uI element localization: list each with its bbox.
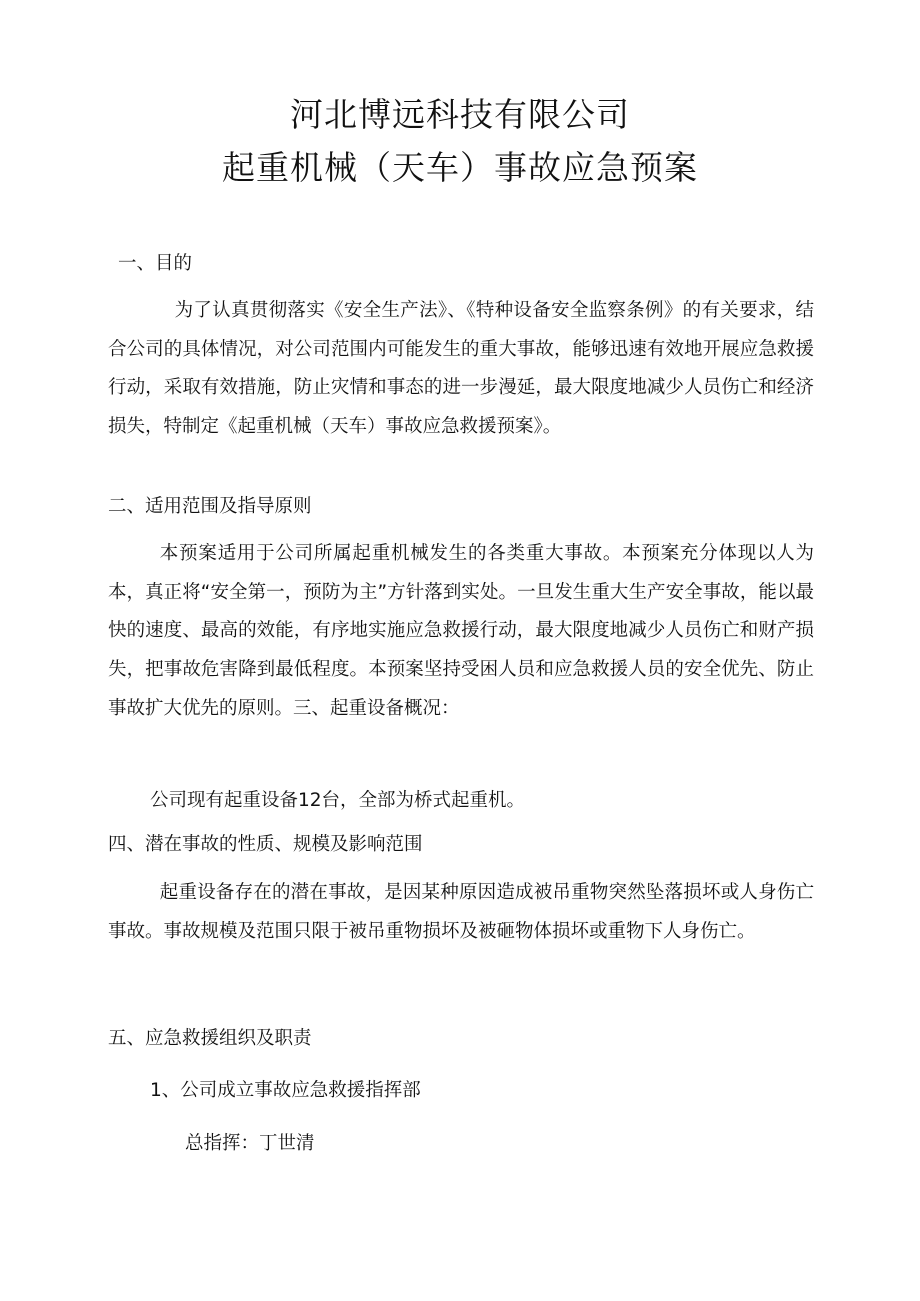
section-4-heading: 四、潜在事故的性质、规模及影响范围 [108,834,423,855]
company-name: 河北博远科技有限公司 [290,95,630,134]
section-5-item-1: 1、公司成立事故应急救援指挥部 [150,1080,421,1101]
section-1-paragraph: 为了认真贯彻落实《安全生产法》、《特种设备安全监察条例》的有关要求，结合公司的具体情况，对公司范围内可能发生的重大事故，能够迅速有效地开展应急救援行动，采取有效措施，防止灾情和事态的进一步漫延，最大限度地减少人员伤亡和经济损失，特制定《起重机械（天车）事故应急救援预案》。 [108,300,814,438]
section-4-paragraph: 起重设备存在的潜在事故，是因某种原因造成被吊重物突然坠落损坏或人身伤亡事故。事故规模及范围只限于被吊重物损坏及被砸物体损坏或重物下人身伤亡。 [108,882,814,942]
equipment-overview-line: 公司现有起重设备12台，全部为桥式起重机。 [150,790,526,811]
section-5-heading: 五、应急救援组织及职责 [108,1028,312,1049]
section-2-paragraph: 本预案适用于公司所属起重机械发生的各类重大事故。本预案充分体现以人为本，真正将“安全第一，预防为主”方针落到实处。一旦发生重大生产安全事故，能以最快的速度、最高的效能，有序地实施应急救援行动，最大限度地减少人员伤亡和财产损失，把事故危害降到最低程度。本预案坚持受困人员和应急救援人员的安全优先、防止事故扩大优先的原则。三、起重设备概况： [108,543,814,719]
section-1-heading: 一、目的 [118,253,193,274]
section-2-heading: 二、适用范围及指导原则 [108,496,312,517]
commander-line: 总指挥：丁世清 [185,1133,315,1154]
document-title: 起重机械（天车）事故应急预案 [222,148,698,187]
